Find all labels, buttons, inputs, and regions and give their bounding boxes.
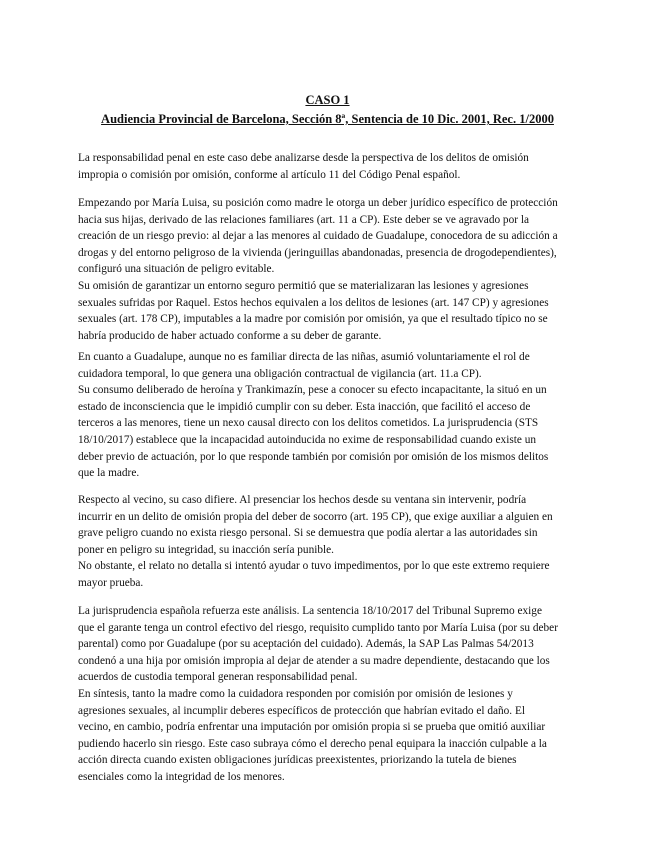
- text-line: condenó a una hija por omisión impropia al dejar de atender a su madre dependiente, destacando que los: [78, 654, 550, 667]
- text-line: La jurisprudencia española refuerza este análisis. La sentencia 18/10/2017 del Tribunal Supremo exige: [78, 605, 542, 617]
- text-line: pudiendo hacerlo sin riesgo. Este caso subraya cómo el derecho penal equipara la inacción culpable a la: [78, 737, 547, 750]
- text-line: La responsabilidad penal en este caso debe analizarse desde la perspectiva de los delitos de omisión: [78, 152, 529, 164]
- text-line: No obstante, el relato no detalla si intentó ayudar o tuvo impedimentos, por lo que este extremo requiere: [78, 560, 550, 573]
- paragraph-intro: [78, 150, 578, 183]
- text-line: esenciales como la integridad de los menores.: [78, 770, 285, 783]
- text-line: grave peligro cuando no exista riesgo personal. Si se demuestra que podía alertar a las autoridades sin: [78, 527, 538, 540]
- text-line: sexuales (art. 178 CP), imputables a la madre por comisión por omisión, ya que el resultado típico no se: [78, 313, 548, 326]
- paragraph-jurisprudencia: [78, 603, 578, 786]
- text-line: Su consumo deliberado de heroína y Trankimazín, pese a conocer su efecto incapacitante, la situó en un: [78, 384, 547, 397]
- text-line: acuerdos de custodia temporal generan responsabilidad penal.: [78, 671, 358, 684]
- text-line: acción directa cuando existen obligaciones jurídicas preexistentes, priorizando la tutela de bienes: [78, 754, 517, 767]
- text-line: estado de inconsciencia que le impidió cumplir con su deber. Esta inacción, que facilitó el acceso de: [78, 400, 531, 413]
- text-line: parental) como por Guadalupe (por su aceptación del cuidado). Además, la SAP Las Palmas 54/2013: [78, 638, 534, 651]
- text-line: mayor prueba.: [78, 576, 144, 589]
- text-line: que la madre.: [78, 467, 140, 480]
- text-line: configuró una situación de peligro evitable.: [78, 263, 275, 276]
- text-line: En síntesis, tanto la madre como la cuidadora responden por comisión por omisión de lesiones y: [78, 687, 513, 700]
- text-line: Su omisión de garantizar un entorno seguro permitió que se materializaran las lesiones y agresiones: [78, 279, 529, 292]
- text-line: incurrir en un delito de omisión propia del deber de socorro (art. 195 CP), que exige auxiliar a alguien en: [78, 510, 553, 523]
- case-heading: Audiencia Provincial de Barcelona, Sección 8ª, Sentencia de 10 Dic. 2001, Rec. 1/2000: [101, 112, 554, 126]
- text-line: Empezando por María Luisa, su posición como madre le otorga un deber jurídico específico de protección: [78, 197, 558, 209]
- text-line: 18/10/2017) establece que la incapacidad autoinducida no exime de responsabilidad cuando existe un: [78, 433, 536, 446]
- paragraph-vecino: [78, 492, 578, 592]
- text-line: poner en peligro su integridad, su inacción sería punible.: [78, 543, 334, 556]
- case-title: CASO 1: [305, 93, 350, 107]
- text-line: deber previo de actuación, por lo que responde también por comisión por omisión de los mismos delitos: [78, 450, 549, 463]
- text-line: sexuales sufridas por Raquel. Estos hechos equivalen a los delitos de lesiones (art. 147 CP) y agresiones: [78, 296, 549, 309]
- text-line: creación de un riesgo previo: al dejar a las menores al cuidado de Guadalupe, conocedora de su adicción a: [78, 230, 558, 243]
- text-line: Respecto al vecino, su caso difiere. Al presenciar los hechos desde su ventana sin intervenir, podría: [78, 494, 527, 506]
- text-line: drogas y del entorno peligroso de la vivienda (jeringuillas abandonadas, presencia de drogodependientes),: [78, 246, 557, 259]
- text-line: cuidadora temporal, lo que genera una obligación contractual de vigilancia (art. 11.a CP).: [78, 367, 482, 380]
- paragraph-maria-luisa: [78, 195, 578, 344]
- paragraph-guadalupe: [78, 349, 578, 482]
- text-line: vecino, en cambio, podría enfrentar una imputación por omisión propia si se prueba que omitió auxiliar: [78, 721, 546, 734]
- text-line: terceros a las menores, tiene un nexo causal directo con los delitos cometidos. La jurisprudencia (STS: [78, 417, 539, 430]
- text-line: hacia sus hijas, derivado de las relaciones familiares (art. 11 a CP). Este deber se ve agravado por la: [78, 213, 529, 226]
- text-line: impropia o comisión por omisión, conforme al artículo 11 del Código Penal español.: [78, 168, 461, 181]
- text-line: En cuanto a Guadalupe, aunque no es familiar directa de las niñas, asumió voluntariamente el rol de: [78, 351, 530, 363]
- text-line: que el garante tenga un control efectivo del riesgo, requisito cumplido tanto por María Luisa (por su deber: [78, 621, 558, 634]
- text-line: agresiones sexuales, al incumplir deberes específicos de protección que habrían evitado el daño. El: [78, 704, 525, 717]
- text-line: habría producido de haber actuado conforme a su deber de garante.: [78, 329, 382, 342]
